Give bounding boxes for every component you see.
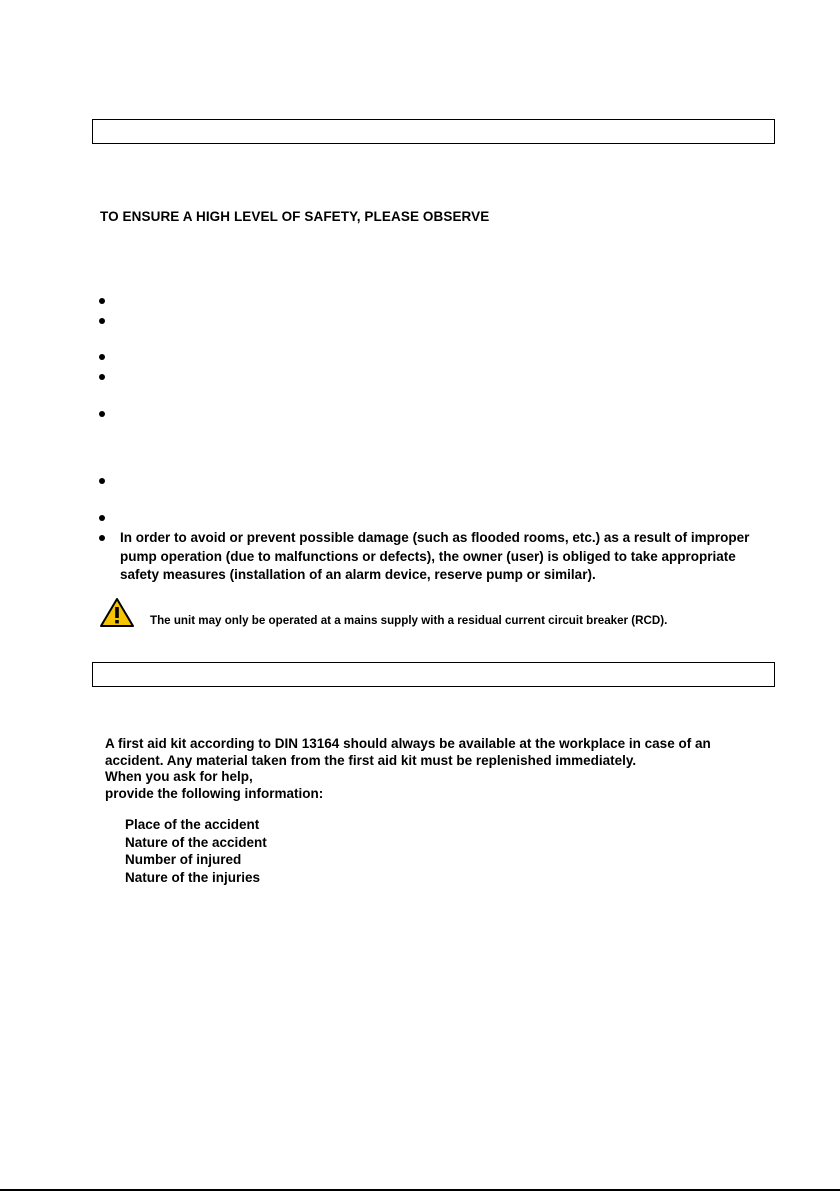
bullet-marker bbox=[99, 478, 105, 484]
bullet-marker bbox=[99, 318, 105, 324]
bullet-marker bbox=[99, 298, 105, 304]
rcd-warning-text: The unit may only be operated at a mains supply with a residual current circuit breaker (RCD). bbox=[150, 614, 668, 627]
accident-info-list bbox=[125, 816, 267, 886]
bullet-marker bbox=[99, 354, 105, 360]
list-item: Number of injured bbox=[125, 852, 242, 867]
bullet-marker bbox=[99, 374, 105, 380]
bullet-text-alarm-measures: In order to avoid or prevent possible damage (such as flooded rooms, etc.) as a result of improper pump operation (due to malfunctions or defects), the owner (user) is obliged to take appropriate safety measures (installation of an alarm device, reserve pump or similar). bbox=[120, 530, 750, 582]
list-item: Nature of the accident bbox=[125, 834, 267, 850]
bullet-marker bbox=[99, 515, 105, 521]
first-aid-help-line: When you ask for help, bbox=[105, 769, 253, 784]
safety-heading: TO ENSURE A HIGH LEVEL OF SAFETY, PLEASE OBSERVE bbox=[100, 209, 490, 224]
bullet-marker bbox=[99, 411, 105, 417]
first-aid-paragraph: A first aid kit according to DIN 13164 should always be available at the workplace in case of an accident. Any material taken from the first aid kit must be replenished immediately. bbox=[105, 736, 711, 768]
section-header-box-safety bbox=[92, 119, 775, 144]
bullet-marker bbox=[99, 535, 105, 541]
section-header-box-first-aid bbox=[92, 662, 775, 687]
warning-triangle-icon bbox=[99, 597, 135, 628]
list-item: Nature of the injuries bbox=[125, 869, 261, 885]
footer-rule bbox=[0, 1189, 840, 1191]
first-aid-info-line: provide the following information: bbox=[105, 785, 324, 801]
list-item: Place of the accident bbox=[125, 817, 260, 832]
first-aid-text bbox=[105, 736, 765, 802]
